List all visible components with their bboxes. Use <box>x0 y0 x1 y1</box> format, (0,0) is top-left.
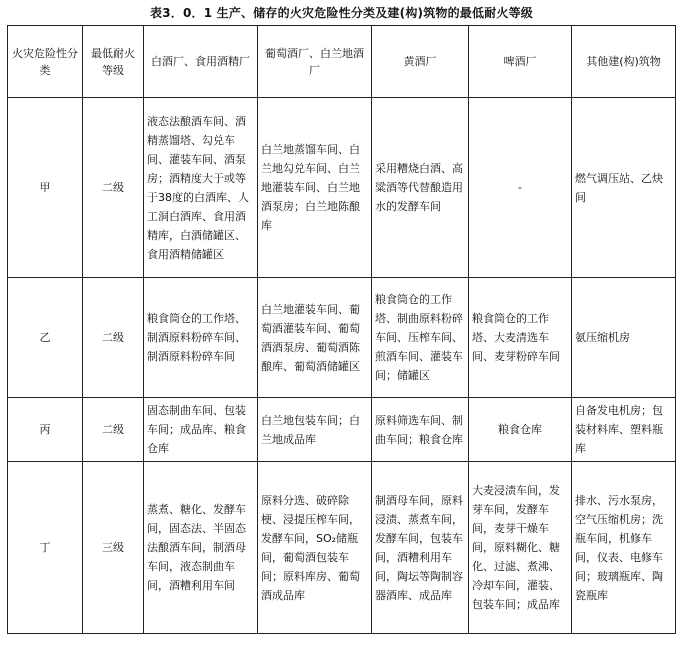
cell-baijiu: 粮食筒仓的工作塔、制酒原料粉碎车间、制酒原料粉碎车间 <box>144 278 258 398</box>
cell-beer: 大麦浸渍车间，发芽车间，发酵车间，麦芽干燥车间，原料糊化、糖化、过滤、煮沸、冷却车间，灌装、包装车间；成品库 <box>469 462 572 634</box>
cell-huangjiu: 采用糟烧白酒、高粱酒等代替酿造用水的发酵车间 <box>372 98 469 278</box>
table-row <box>8 278 676 398</box>
header-huangjiu: 黄酒厂 <box>372 26 469 98</box>
cell-beer: 粮食筒仓的工作塔、大麦清选车间、麦芽粉碎车间 <box>469 278 572 398</box>
cell-baijiu: 液态法酿酒车间、酒精蒸馏塔、勾兑车间、灌装车间、酒泵房；酒精度大于或等于38度的白酒库、人工洞白酒库、食用酒精库，白酒储罐区、食用酒精储罐区 <box>144 98 258 278</box>
cell-other: 排水、污水泵房，空气压缩机房；洗瓶车间，机修车间，仪表、电修车间；玻璃瓶库、陶瓷瓶库 <box>572 462 676 634</box>
cell-grade: 二级 <box>83 98 144 278</box>
cell-grade: 二级 <box>83 398 144 462</box>
cell-beer: 粮食仓库 <box>469 398 572 462</box>
header-row <box>8 26 676 98</box>
cell-grade: 二级 <box>83 278 144 398</box>
cell-grape: 白兰地蒸馏车间、白兰地勾兑车间、白兰地灌装车间、白兰地酒泵房；白兰地陈酿库 <box>258 98 372 278</box>
cell-grade: 三级 <box>83 462 144 634</box>
cell-category: 丁 <box>8 462 83 634</box>
cell-grape: 白兰地包装车间；白兰地成品库 <box>258 398 372 462</box>
cell-category: 甲 <box>8 98 83 278</box>
table-row <box>8 98 676 278</box>
cell-grape: 白兰地灌装车间、葡萄酒灌装车间、葡萄酒酒泵房、葡萄酒陈酿库、葡萄酒储罐区 <box>258 278 372 398</box>
cell-baijiu: 蒸煮、糖化、发酵车间，固态法、半固态法酿酒车间，制酒母车间，液态制曲车间，酒糟利用车间 <box>144 462 258 634</box>
cell-other: 自备发电机房；包装材料库、塑料瓶库 <box>572 398 676 462</box>
table-row <box>8 398 676 462</box>
cell-category: 乙 <box>8 278 83 398</box>
cell-beer: - <box>469 98 572 278</box>
cell-baijiu: 固态制曲车间、包装车间；成品库、粮食仓库 <box>144 398 258 462</box>
table-row <box>8 462 676 634</box>
cell-other: 燃气调压站、乙炔间 <box>572 98 676 278</box>
header-grade: 最低耐火等级 <box>83 26 144 98</box>
header-grape: 葡萄酒厂、白兰地酒厂 <box>258 26 372 98</box>
cell-grape: 原料分选、破碎除梗、浸提压榨车间，发酵车间，SO₂储瓶间，葡萄酒包装车间；原料库房、葡萄酒成品库 <box>258 462 372 634</box>
header-category: 火灾危险性分类 <box>8 26 83 98</box>
cell-other: 氨压缩机房 <box>572 278 676 398</box>
header-beer: 啤酒厂 <box>469 26 572 98</box>
fire-risk-table <box>7 25 676 634</box>
header-baijiu: 白酒厂、食用酒精厂 <box>144 26 258 98</box>
cell-huangjiu: 制酒母车间，原料浸渍、蒸煮车间，发酵车间，包装车间，酒糟利用车间，陶坛等陶制容器酒库、成品库 <box>372 462 469 634</box>
header-other: 其他建(构)筑物 <box>572 26 676 98</box>
cell-category: 丙 <box>8 398 83 462</box>
cell-huangjiu: 原料筛选车间、制曲车间；粮食仓库 <box>372 398 469 462</box>
table-caption: 表3．0．1 生产、储存的火灾危险性分类及建(构)筑物的最低耐火等级 <box>150 6 533 20</box>
cell-huangjiu: 粮食筒仓的工作塔、制曲原料粉碎车间、压榨车间、煎酒车间、灌装车间；储罐区 <box>372 278 469 398</box>
